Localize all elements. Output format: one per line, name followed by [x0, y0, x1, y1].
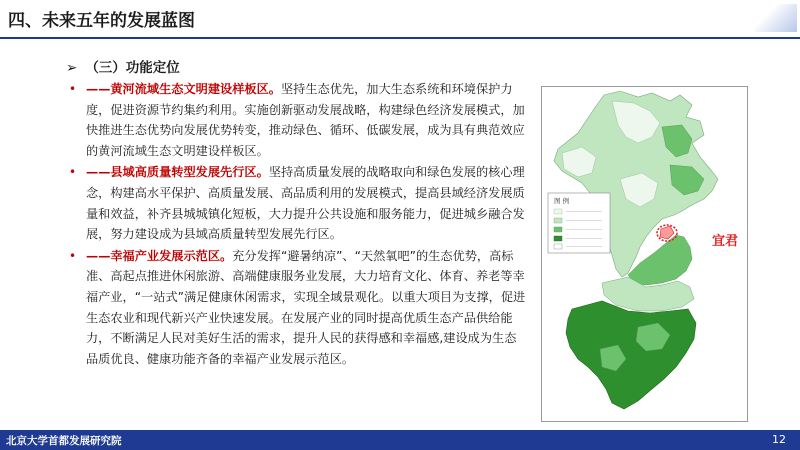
bullet-item-happiness [66, 246, 526, 370]
legend-swatch-pale [554, 209, 562, 214]
bullet-dot-icon: • [69, 165, 77, 180]
legend-swatch-dark [554, 236, 562, 241]
legend-swatch-white [554, 244, 562, 249]
bullet-highlight: ——县域高质量转型发展先行区。 [86, 165, 269, 180]
province-map [541, 86, 748, 422]
bullet-highlight: ——幸福产业发展示范区。 [86, 248, 233, 263]
bullet-dot-icon: • [69, 248, 77, 263]
title-divider [0, 37, 800, 39]
bullet-text: 坚持高质量发展的战略取向和绿色发展的核心理念，构建高水平保护、高质量发展、高品质利用的发展模式，提高县域经济发展质量和效益，补齐县城城镇化短板，大力提升公共设施和服务能力，促进城乡融合发展，努力建设成为县域高质量转型发展先行区。 [86, 165, 525, 242]
legend-swatch-light [554, 218, 562, 223]
footer-bar [0, 430, 800, 450]
legend-swatch-mid [554, 227, 562, 232]
bullet-text: 坚持生态优先，加大生态系统和环境保护力度，促进资源节约集约利用。实施创新驱动发展战略，构建绿色经济发展模式，加快推进生态优势向发展优势转变，推动绿色、循环、低碳发展，成为具有典范效应的黄河流域生态文明建设样板区。 [86, 82, 525, 158]
page-number: 12 [772, 433, 786, 446]
bullet-highlight: ——黄河流域生态文明建设样板区。 [86, 82, 281, 96]
map-legend-title: 图 例 [554, 197, 570, 205]
bullet-list [66, 79, 526, 370]
section-heading-text: （三）功能定位 [85, 60, 180, 76]
section-heading [66, 56, 180, 76]
title-bar [0, 0, 800, 38]
footer-org: 北京大学首都发展研究院 [6, 435, 122, 447]
bullet-item-ecology [66, 79, 526, 161]
bullet-text: 充分发挥“避暑纳凉”、“天然氧吧”的生态优势，高标准、高起点推进休闲旅游、高端健康服务业发展，大力培育文化、体育、养老等幸福产业，“一站式”满足健康休闲需求，实现全域景观化。以重大项目为支撑，促进生态农业和现代新兴产业快速发展。在发展产业的同时提高优质生态产品供给能力，不断满足人民对美好生活的需求，提升人民的获得感和幸福感,建设成为生态品质优良、健康功能齐备的幸福产业发展示范区。 [86, 248, 526, 366]
yijun-label: 宜君 [712, 234, 739, 249]
map-region-south [566, 301, 696, 409]
arrow-bullet-icon: ➢ [66, 60, 78, 76]
map-graphic [542, 87, 747, 421]
bullet-item-county [66, 162, 526, 244]
yijun-highlight-region [660, 226, 674, 239]
bullet-dot-icon: • [69, 82, 77, 96]
page-title: 四、未来五年的发展蓝图 [8, 11, 195, 31]
title-accent-decoration [755, 4, 797, 32]
